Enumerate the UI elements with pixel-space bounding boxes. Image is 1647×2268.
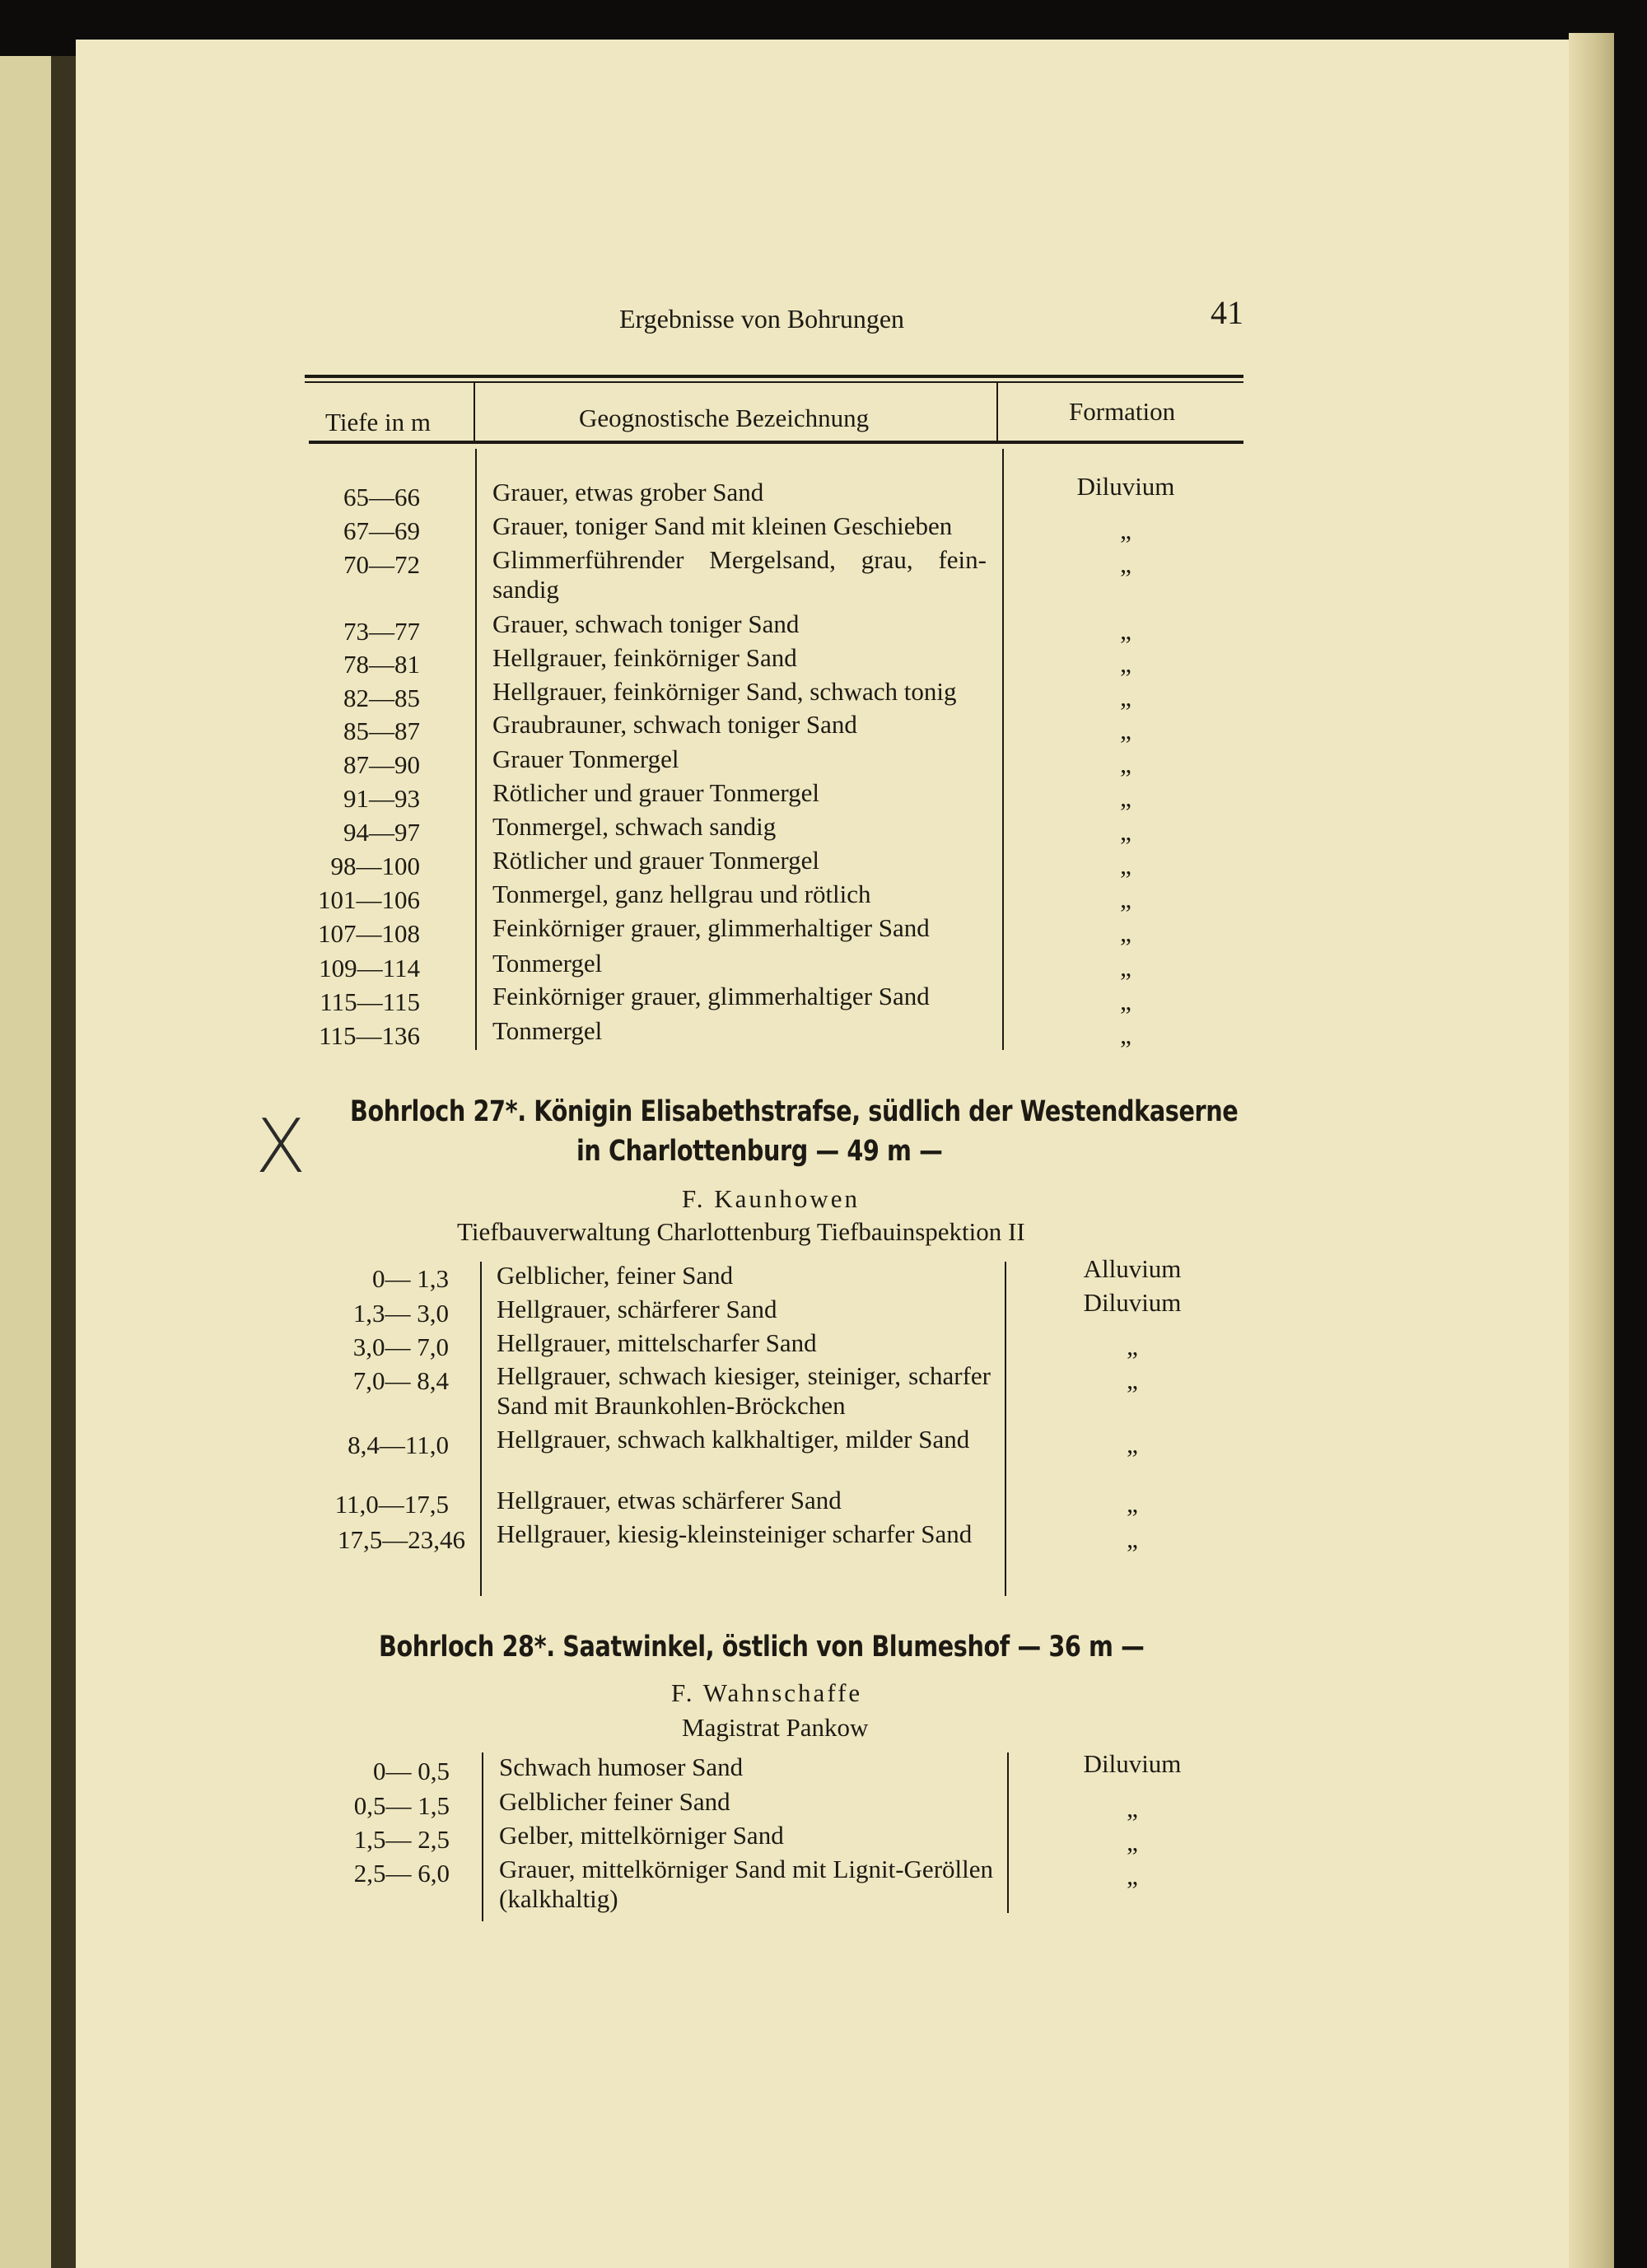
description-cell: Grauer, toniger Sand mit kleinen Geschieben [492,511,953,540]
formation-cell: „ [1120,683,1131,712]
description-cell: Tonmergel, schwach sandig [492,812,777,841]
header-divider-1 [474,383,475,441]
depth-cell: 3,0— 7,0 [352,1332,449,1361]
depth-cell: 17,5—23,46 [338,1525,465,1554]
description-cell: Hellgrauer, feinkörniger Sand [492,643,797,672]
header-divider-2 [996,383,998,441]
formation-cell: „ [1127,1365,1138,1394]
description-cell: Feinkörniger grauer, glimmerhaltiger Sand [492,982,930,1010]
depth-cell: 1,5— 2,5 [353,1825,450,1854]
depth-cell: 98—100 [330,852,420,880]
formation-cell: „ [1120,918,1131,947]
borehole-28-author: F. Wahnschaffe [671,1678,863,1707]
formation-cell: Diluvium [1083,1288,1182,1317]
formation-cell: „ [1120,749,1131,778]
formation-cell: „ [1120,516,1131,544]
column-header-formation: Formation [1069,397,1176,426]
header-rule-top [305,375,1243,378]
formation-cell: Diluvium [1076,472,1175,501]
description-cell: Grauer Tonmergel [492,744,679,773]
depth-cell: 0— 1,3 [372,1264,449,1293]
description-cell: Tonmergel, ganz hellgrau und rötlich [492,880,871,908]
header-rule-bottom [309,441,1243,444]
description-cell: Grauer, mittelkörniger Sand mit Lignit-Geröllen (kalkhaltig) [499,1855,993,1913]
description-cell: Grauer, schwach toniger Sand [492,609,800,638]
description-cell: Glimmerführender Mergelsand, grau, fein-sandig [492,545,987,604]
description-cell: Schwach humoser Sand [499,1752,744,1781]
depth-cell: 85—87 [343,716,420,745]
page-stack-edge [1569,33,1614,2268]
borehole-27-client: Tiefbauverwaltung Charlottenburg Tiefbauinspektion II [457,1217,1025,1246]
formation-cell: „ [1120,987,1131,1015]
depth-cell: 11,0—17,5 [334,1490,449,1519]
formation-cell: „ [1120,1020,1131,1049]
depth-cell: 91—93 [343,784,420,813]
borehole-28-heading: Bohrloch 28*. Saatwinkel, östlich von Blumeshof — 36 m — [379,1631,1145,1664]
formation-cell: „ [1127,1524,1138,1553]
borehole-27-heading: Bohrloch 27*. Königin Elisabethstrafse, südlich der Westendkaserne [350,1095,1239,1128]
borehole-27-heading-line2: in Charlottenburg — 49 m — [576,1135,943,1168]
formation-cell: „ [1127,1332,1138,1360]
formation-cell: „ [1127,1794,1138,1822]
formation-cell: Diluvium [1083,1749,1182,1778]
depth-cell: 78—81 [343,650,420,679]
formation-cell: „ [1120,817,1131,846]
depth-cell: 82—85 [343,684,420,712]
depth-cell: 107—108 [318,919,420,948]
description-cell: Grauer, etwas grober Sand [492,478,764,506]
depth-cell: 67—69 [343,516,420,545]
description-cell: Hellgrauer, kiesig-kleinsteiniger scharfer Sand [497,1519,973,1548]
description-cell: Graubrauner, schwach toniger Sand [492,710,857,739]
borehole-27-author: F. Kaunhowen [682,1184,861,1213]
depth-cell: 2,5— 6,0 [353,1859,450,1888]
formation-cell: „ [1127,1430,1138,1458]
book-gutter [51,56,76,2268]
description-cell: Hellgrauer, feinkörniger Sand, schwach tonig [492,677,957,706]
depth-cell: 109—114 [319,954,420,982]
description-cell: Rötlicher und grauer Tonmergel [492,846,819,875]
running-header: Ergebnisse von Bohrungen [619,304,905,334]
depth-cell: 115—136 [319,1021,420,1050]
formation-cell: „ [1120,783,1131,812]
depth-cell: 94—97 [343,818,420,847]
formation-cell: „ [1120,953,1131,982]
formation-cell: „ [1127,1489,1138,1518]
section2-divider-1 [480,1262,482,1596]
description-cell: Hellgrauer, mittelscharfer Sand [497,1328,817,1357]
formation-cell: „ [1127,1861,1138,1890]
description-cell: Rötlicher und grauer Tonmergel [492,778,819,807]
header-rule-top-thin [305,381,1243,383]
formation-cell: „ [1120,716,1131,744]
depth-cell: 101—106 [318,885,420,914]
description-cell: Hellgrauer, schwach kalkhaltiger, milder Sand [497,1425,970,1454]
description-cell: Gelblicher, feiner Sand [497,1261,734,1290]
description-cell: Hellgrauer, schwach kiesiger, steiniger, scharfer Sand mit Braunkohlen-Bröckchen [497,1361,991,1420]
description-cell: Feinkörniger grauer, glimmerhaltiger Sand [492,913,930,942]
description-cell: Hellgrauer, schärferer Sand [497,1295,777,1323]
description-cell: Gelber, mittelkörniger Sand [499,1821,784,1850]
column-header-depth: Tiefe in m [325,408,432,436]
formation-cell: „ [1120,616,1131,645]
formation-cell: Alluvium [1083,1254,1182,1283]
depth-cell: 0— 0,5 [373,1757,450,1785]
depth-cell: 7,0— 8,4 [352,1366,449,1395]
depth-cell: 1,3— 3,0 [352,1299,449,1328]
handwritten-x-mark: X [255,1104,306,1190]
formation-cell: „ [1120,884,1131,913]
formation-cell: „ [1120,851,1131,880]
column-header-description: Geognostische Bezeichnung [579,404,870,432]
formation-cell: „ [1127,1827,1138,1856]
section3-divider-1 [482,1752,483,1921]
depth-cell: 65—66 [343,483,420,511]
depth-cell: 8,4—11,0 [348,1430,449,1459]
description-cell: Tonmergel [492,1016,603,1045]
depth-cell: 87—90 [343,750,420,779]
depth-cell: 73—77 [343,617,420,646]
page-number: 41 [1211,294,1243,331]
formation-cell: „ [1120,549,1131,578]
formation-cell: „ [1120,649,1131,678]
description-cell: Hellgrauer, etwas schärferer Sand [497,1486,842,1514]
depth-cell: 115—115 [320,987,420,1016]
depth-cell: 0,5— 1,5 [353,1791,450,1820]
section1-divider-1 [475,449,477,1050]
description-cell: Tonmergel [492,949,603,978]
description-cell: Gelblicher feiner Sand [499,1787,730,1816]
borehole-28-client: Magistrat Pankow [682,1713,869,1742]
depth-cell: 70—72 [343,550,420,579]
